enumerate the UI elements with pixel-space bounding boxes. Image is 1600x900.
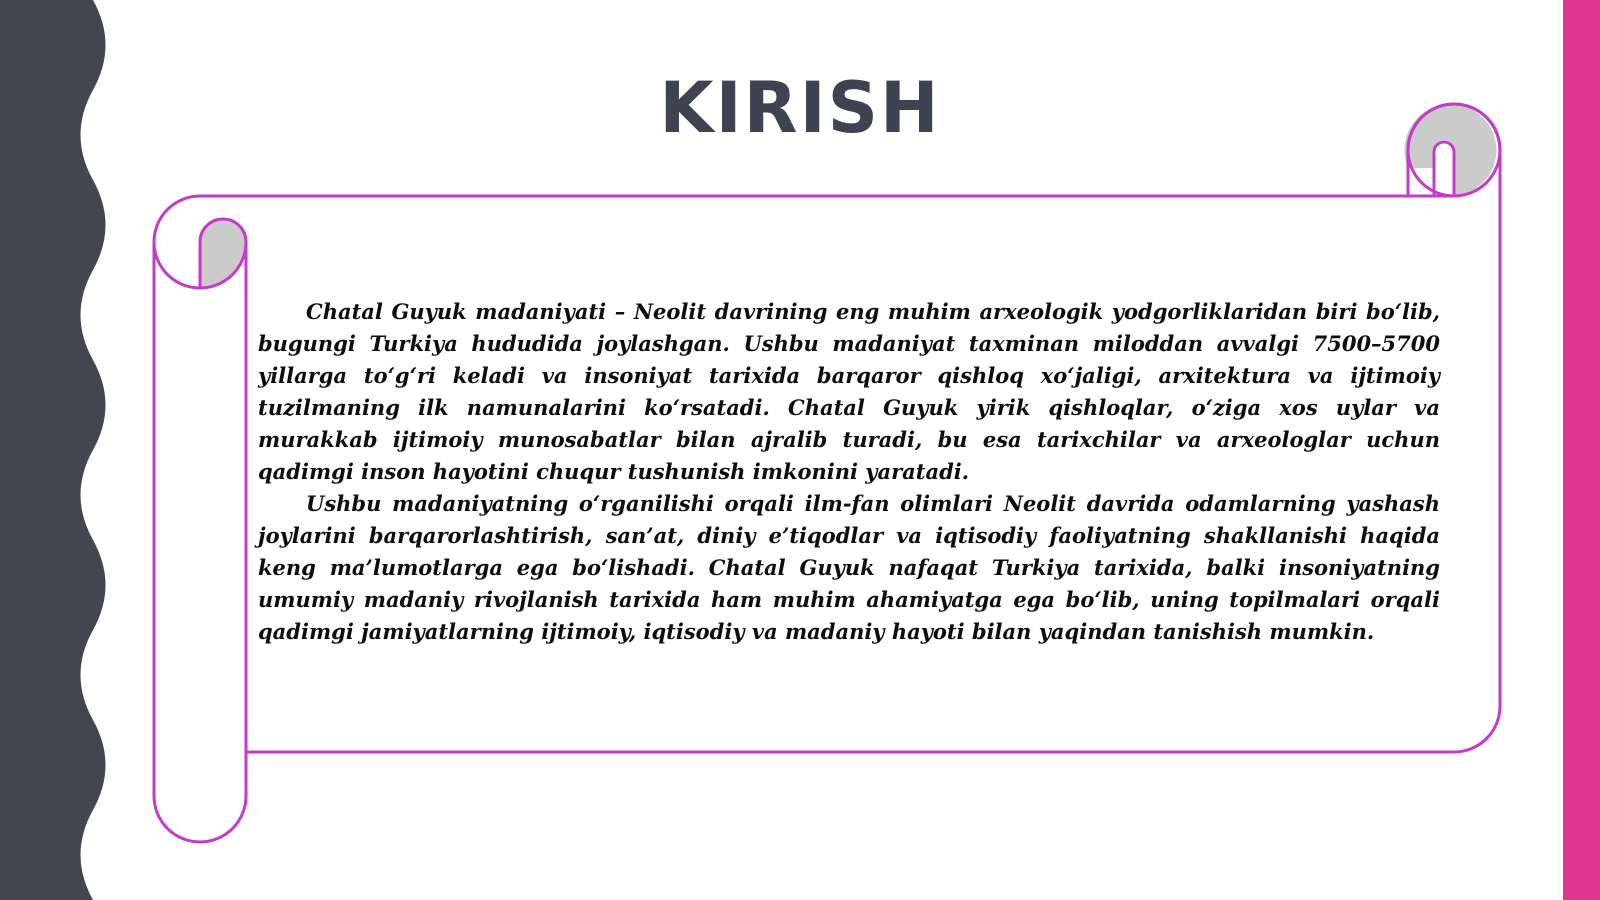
scroll-left-curl [200, 219, 246, 288]
scroll-left-roll [154, 196, 246, 842]
paragraph-2: Ushbu madaniyatning o‘rganilishi orqali ilm-fan olimlari Neolit davrida odamlarning yashash joylarini barqarorlashtirish, san’at, diniy e’tiqodlar va iqtisodiy faoliyatning shakllanishi haqida keng ma’lumotlarga ega bo‘lishadi. Chatal Guyuk nafaqat Turkiya tarixida, balki insoniyatning umumiy madaniy rivojlanish tarixida ham muhim ahamiyatga ega bo‘lib, uning topilmalari orqali qadimgi jamiyatlarning ijtimoiy, iqtisodiy va madaniy hayoti bilan yaqindan tanishish mumkin. [258, 491, 1440, 644]
page-title: KIRISH [659, 67, 941, 149]
intro-text [258, 296, 1440, 648]
paragraph-1: Chatal Guyuk madaniyati – Neolit davrining eng muhim arxeologik yodgorliklaridan biri bo‘lib, bugungi Turkiya hududida joylashgan. Ushbu madaniyat taxminan miloddan avvalgi 7500–5700 yillarga to‘g‘ri keladi va insoniyat tarixida barqaror qishloq xo‘jaligi, arxitektura va ijtimoiy tuzilmaning ilk namunalarini ko‘rsatadi. Chatal Guyuk yirik qishloqlar, o‘ziga xos uylar va murakkab ijtimoiy munosabatlar bilan ajralib turadi, bu esa tarixchilar va arxeologlar uchun qadimgi inson hayotini chuqur tushunish imkonini yaratadi. [258, 299, 1440, 484]
scroll-top-curl [1404, 104, 1496, 196]
